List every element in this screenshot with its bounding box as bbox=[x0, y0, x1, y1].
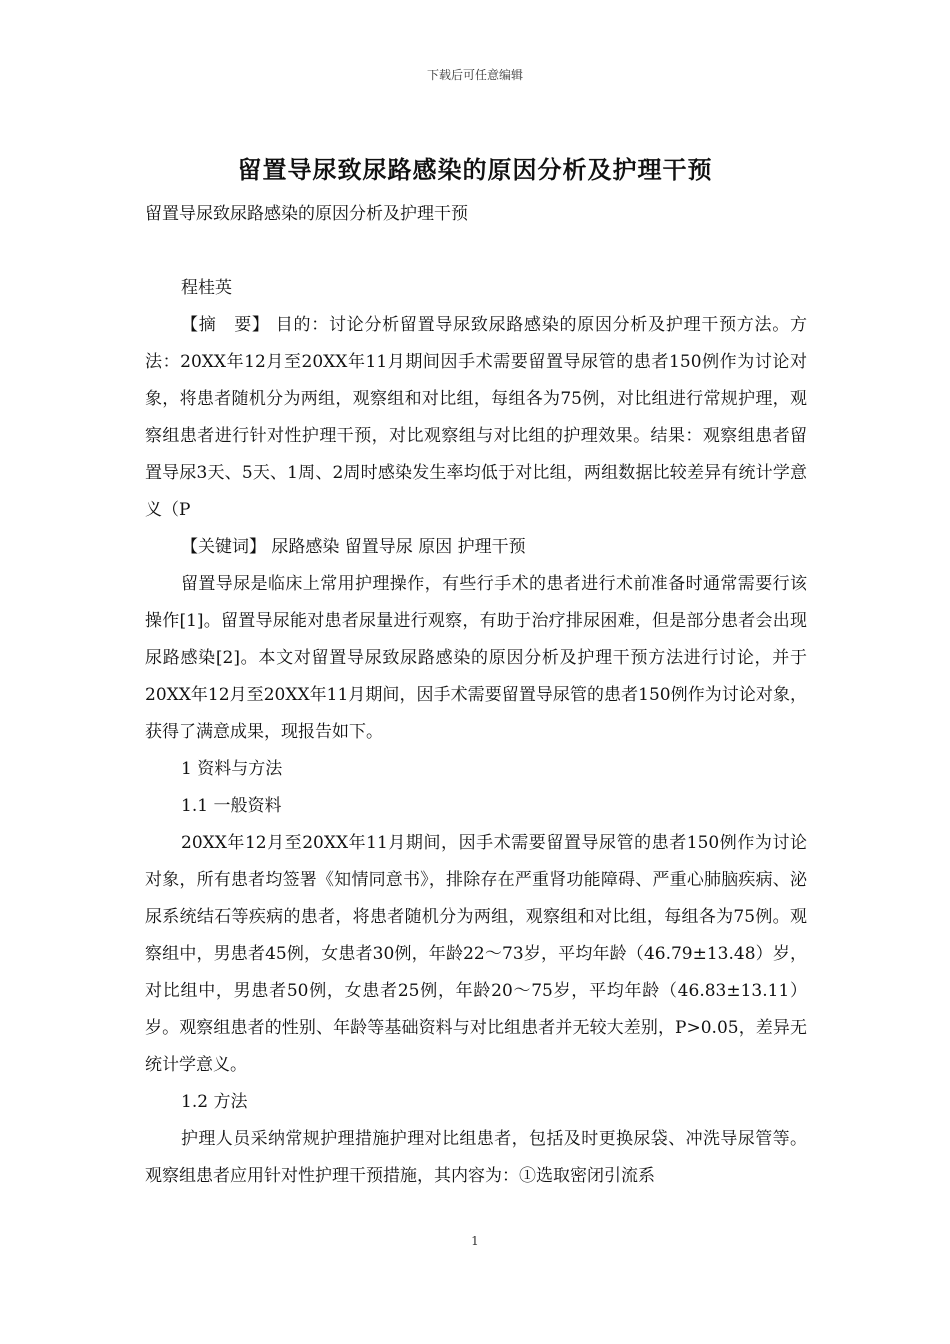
document-body bbox=[145, 196, 807, 1195]
method-paragraph: 护理人员采纳常规护理措施护理对比组患者，包括及时更换尿袋、冲洗导尿管等。观察组患者应用针对性护理干预措施，其内容为：①选取密闭引流系 bbox=[145, 1129, 807, 1186]
header-note: 下载后可任意编辑 bbox=[426, 68, 523, 82]
intro-paragraph: 留置导尿是临床上常用护理操作，有些行手术的患者进行术前准备时通常需要行该操作[1]。留置导尿能对患者尿量进行观察，有助于治疗排尿困难，但是部分患者会出现尿路感染[2]。本文对留置导尿致尿路感染的原因分析及护理干预方法进行讨论，并于20XX年12月至20XX年11月期间，因手术需要留置导尿管的患者150例作为讨论对象，获得了满意成果，现报告如下。 bbox=[145, 574, 807, 742]
page-number: 1 bbox=[471, 1234, 479, 1248]
keywords-text: 尿路感染 留置导尿 原因 护理干预 bbox=[266, 537, 526, 557]
abstract-text: 目的：讨论分析留置导尿致尿路感染的原因分析及护理干预方法。方法：20XX年12月至20XX年11月期间因手术需要留置导尿管的患者150例作为讨论对象，将患者随机分为两组，观察组和对比组，每组各为75例，对比组进行常规护理，观察组患者进行针对性护理干预，对比观察组与对比组的护理效果。结果：观察组患者留置导尿3天、5天、1周、2周时感染发生率均低于对比组，两组数据比较差异有统计学意义（P bbox=[145, 315, 807, 520]
subsection-heading: 1.1 一般资料 bbox=[181, 796, 282, 816]
author: 程桂英 bbox=[181, 278, 232, 298]
keywords-label: 【关键词】 bbox=[181, 537, 266, 557]
abstract-paragraph bbox=[145, 307, 807, 529]
keywords-paragraph bbox=[145, 529, 807, 566]
subsection-heading: 1.2 方法 bbox=[181, 1092, 248, 1112]
abstract-label: 【摘 要】 bbox=[181, 315, 270, 335]
blank-line bbox=[145, 233, 807, 270]
subtitle: 留置导尿致尿路感染的原因分析及护理干预 bbox=[145, 204, 468, 224]
general-data-paragraph: 20XX年12月至20XX年11月期间，因手术需要留置导尿管的患者150例作为讨论对象，所有患者均签署《知情同意书》，排除存在严重肾功能障碍、严重心肺脑疾病、泌尿系统结石等疾病的患者，将患者随机分为两组，观察组和对比组，每组各为75例。观察组中，男患者45例，女患者30例，年龄22～73岁，平均年龄（46.79±13.48）岁，对比组中，男患者50例，女患者25例，年龄20～75岁，平均年龄（46.83±13.11）岁。观察组患者的性别、年龄等基础资料与对比组患者并无较大差别，P>0.05，差异无统计学意义。 bbox=[145, 833, 807, 1075]
section-heading: 1 资料与方法 bbox=[181, 759, 283, 779]
document-title: 留置导尿致尿路感染的原因分析及护理干预 bbox=[237, 155, 713, 184]
